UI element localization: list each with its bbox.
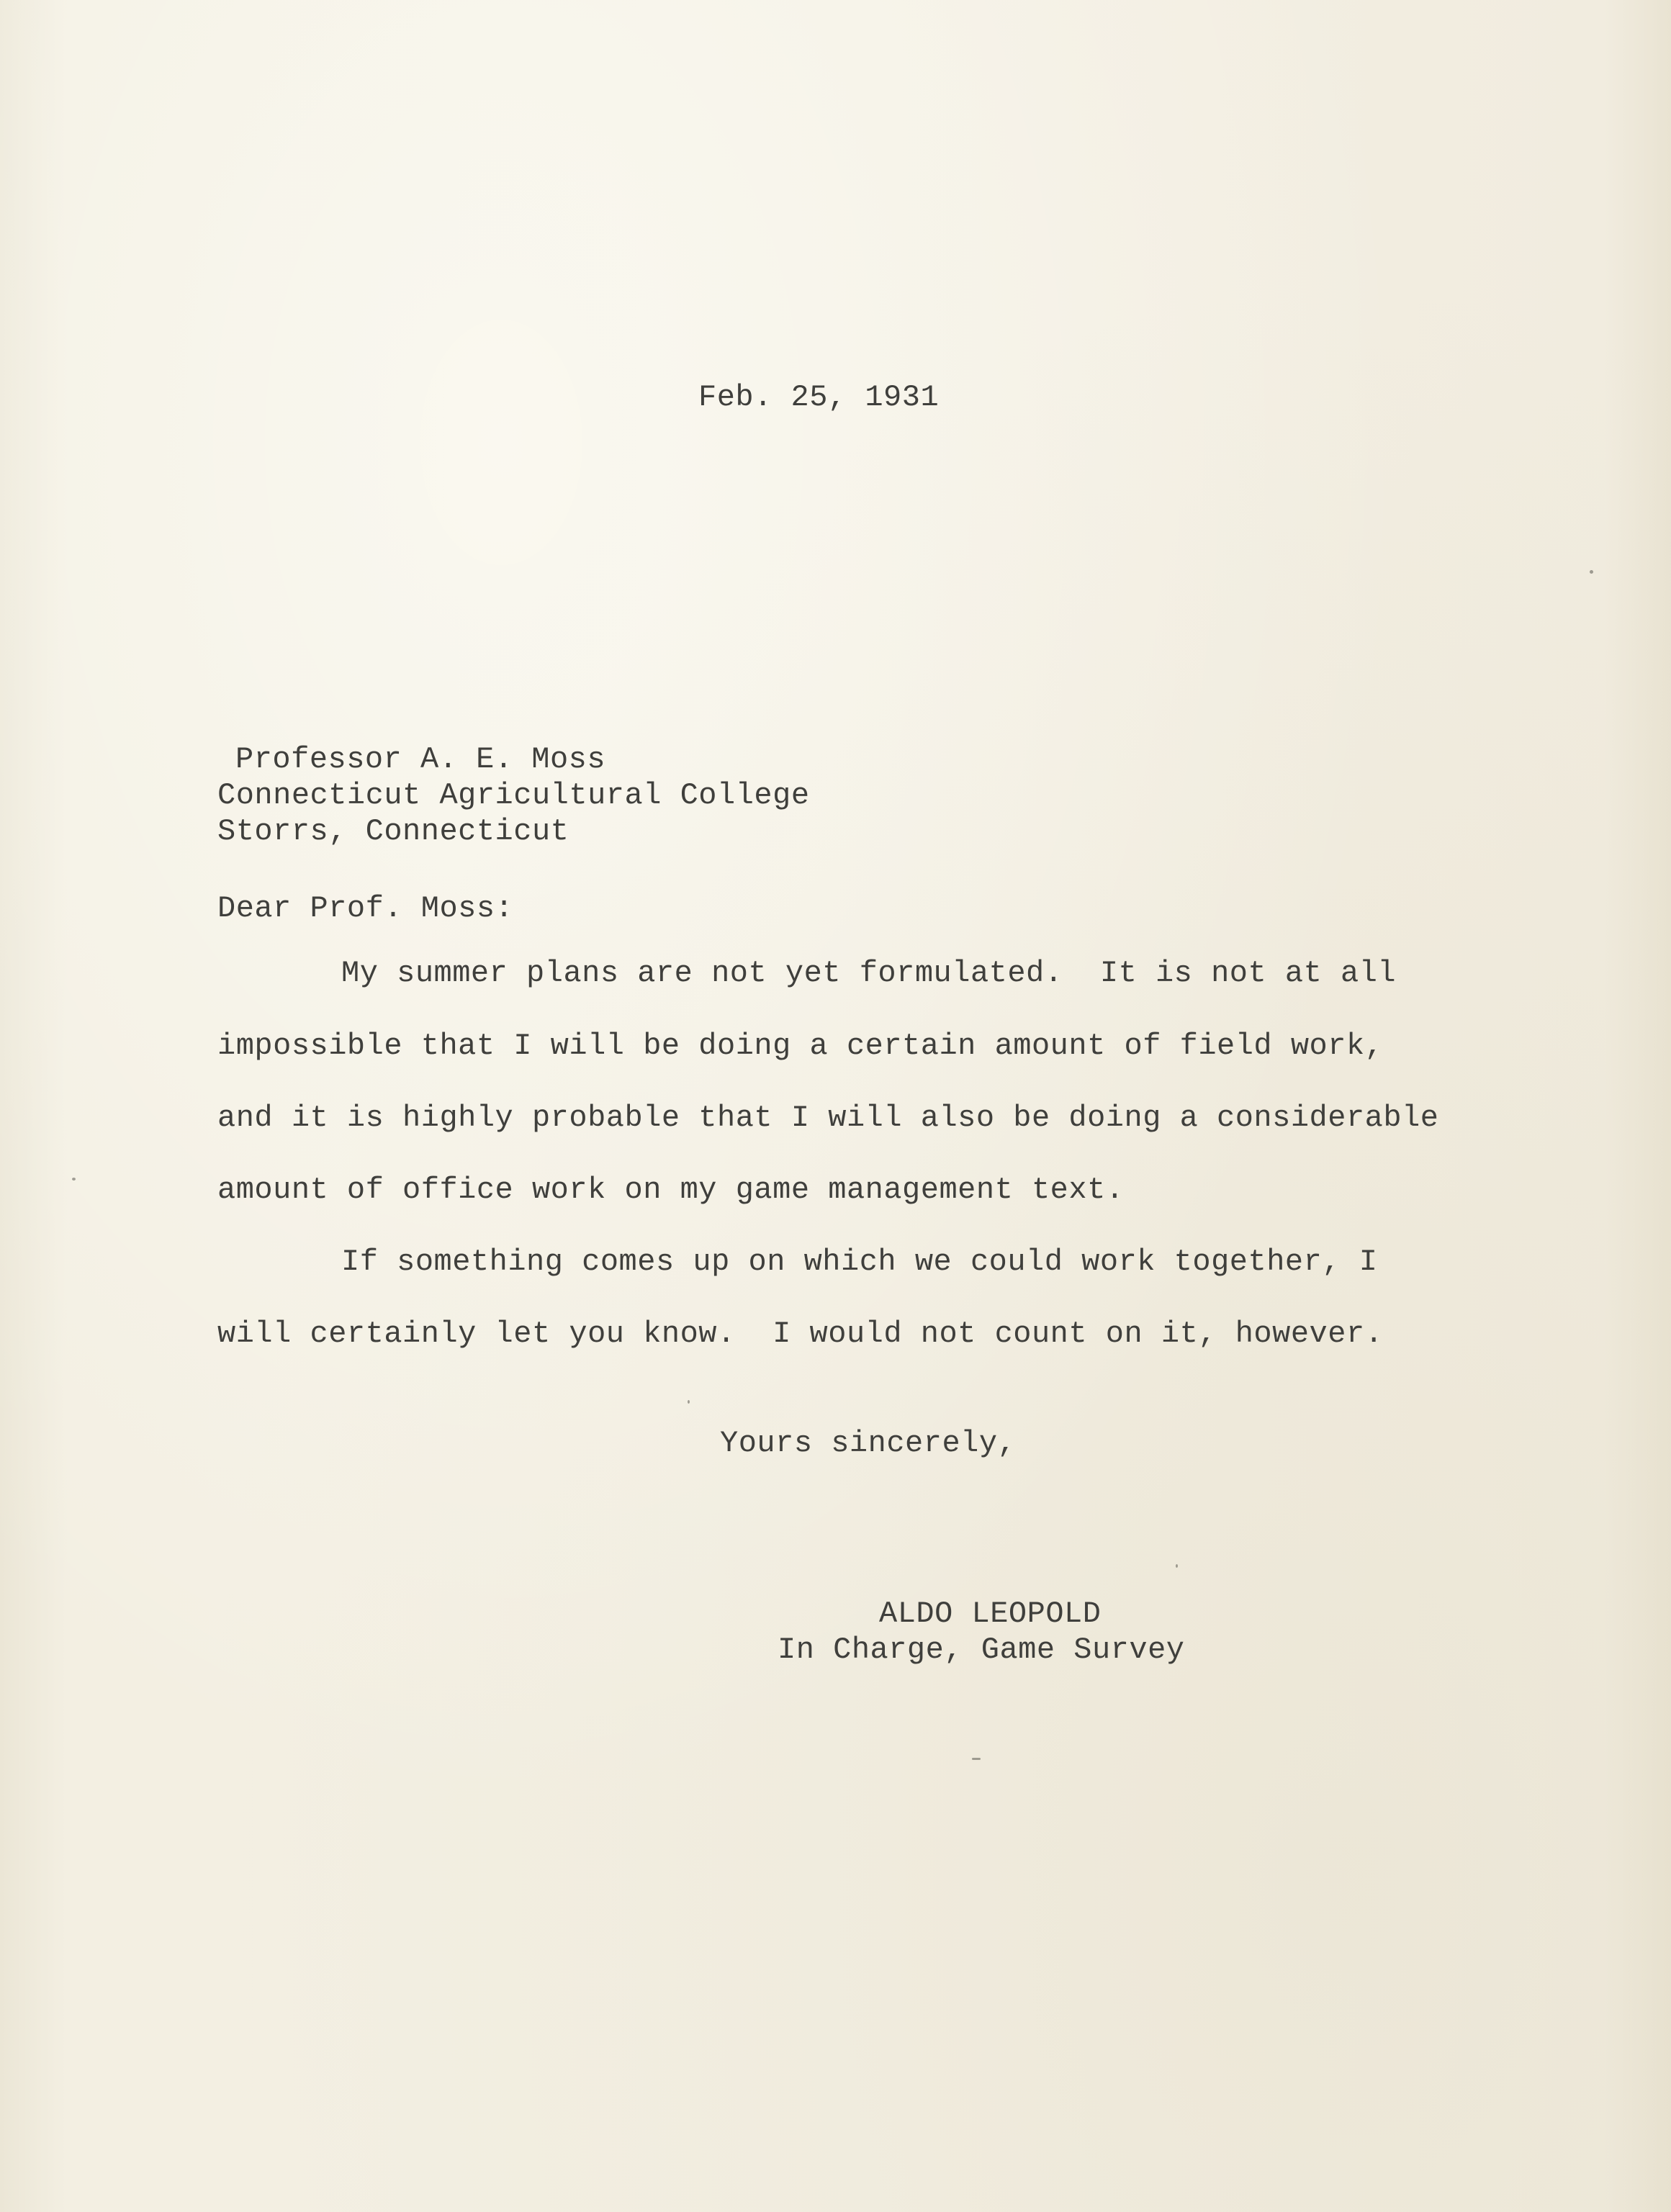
paragraph-1-line-4: amount of office work on my game management text. (217, 1173, 1125, 1207)
paragraph-1-line-3: and it is highly probable that I will also be doing a considerable (217, 1101, 1439, 1135)
signature-name: ALDO LEOPOLD (879, 1597, 1102, 1631)
paper-speck (972, 1758, 981, 1760)
salutation: Dear Prof. Moss: (217, 891, 514, 926)
paper-speck (688, 1400, 690, 1404)
recipient-location: Storrs, Connecticut (217, 814, 569, 849)
signature-title: In Charge, Game Survey (778, 1633, 1185, 1667)
closing: Yours sincerely, (720, 1426, 1017, 1461)
paper-speck (1590, 570, 1593, 574)
paragraph-1-line-2: impossible that I will be doing a certain amount of field work, (217, 1029, 1384, 1063)
paper-speck (72, 1178, 76, 1181)
paragraph-2-line-2: will certainly let you know. I would not count on it, however. (217, 1317, 1384, 1351)
paper-speck (1176, 1564, 1178, 1568)
recipient-institution: Connecticut Agricultural College (217, 778, 810, 813)
paragraph-2-line-1: If something comes up on which we could work together, I (341, 1245, 1378, 1279)
paragraph-1-line-1: My summer plans are not yet formulated. It is not at all (341, 956, 1397, 990)
letter-date: Feb. 25, 1931 (698, 380, 940, 415)
recipient-name: Professor A. E. Moss (235, 742, 606, 777)
